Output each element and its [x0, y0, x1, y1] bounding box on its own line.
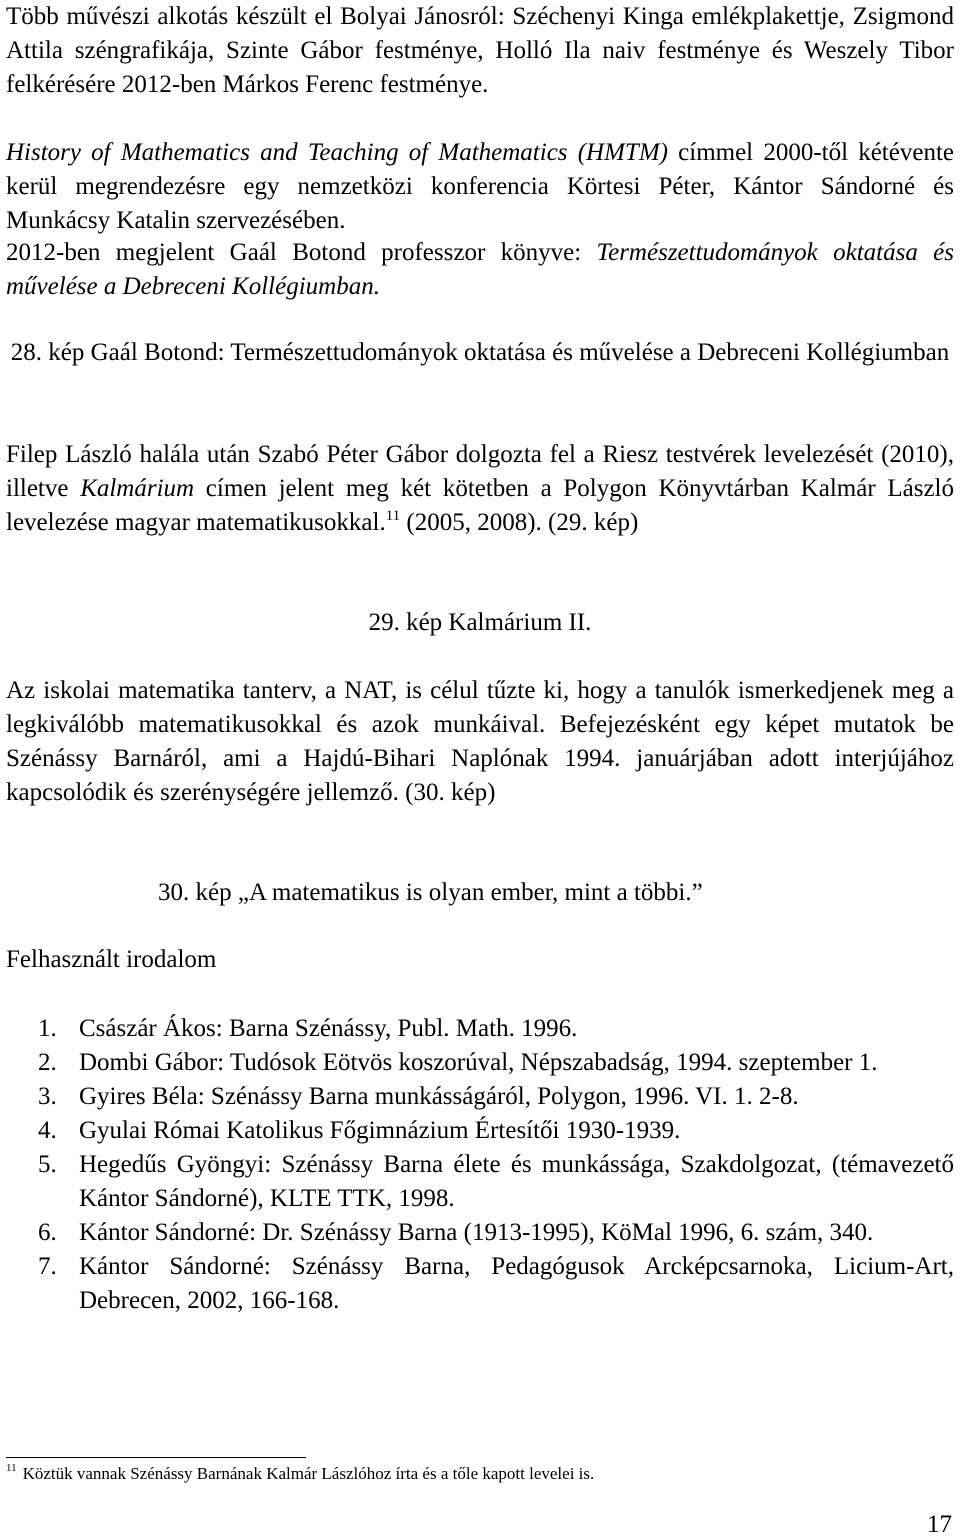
references-list — [6, 1012, 954, 1318]
reference-text: Dombi Gábor: Tudósok Eötvös koszorúval, Népszabadság, 1994. szeptember 1. — [79, 1049, 878, 1076]
reference-item — [6, 1114, 954, 1148]
book-intro: 2012-ben megjelent Gaál Botond professzor könyve: — [6, 239, 597, 266]
paragraph-curriculum: Az iskolai matematika tanterv, a NAT, is célul tűzte ki, hogy a tanulók ismerkedjenek meg a legkiválóbb matematikusokkal és azok munkáival. Befejezésként egy képet mutatok be Szénássy Barnáról, ami a Hajdú-Bihari Naplónak 1994. januárjában adott interjújához kapcsolódik és szerénységére jellemző. (30. kép) — [6, 677, 954, 806]
footnote-marker: 11 — [6, 1462, 17, 1474]
reference-text: Császár Ákos: Barna Szénássy, Publ. Math. 1996. — [79, 1015, 578, 1042]
reference-item — [6, 1148, 954, 1216]
paragraph-artworks: Több művészi alkotás készült el Bolyai Jánosról: Széchenyi Kinga emlékplakettje, Zsigmond Attila széngrafikája, Szinte Gábor festménye, Holló Ila naiv festménye és Weszely Tibor felkérésére 2012-ben Márkos Ferenc festménye. — [6, 3, 954, 98]
page-number: 17 — [927, 1511, 952, 1538]
reference-text: Kántor Sándorné: Dr. Szénássy Barna (1913-1995), KöMal 1996, 6. szám, 340. — [79, 1219, 874, 1246]
footnote — [6, 1463, 954, 1485]
reference-number: 5. — [38, 1151, 57, 1178]
correspondence-end: (2005, 2008). (29. kép) — [400, 509, 639, 536]
references-heading: Felhasznált irodalom — [6, 946, 217, 973]
reference-item — [6, 1250, 954, 1318]
reference-text: Kántor Sándorné: Szénássy Barna, Pedagógusok Arcképcsarnoka, Licium-Art, Debrecen, 2002, 166-168. — [79, 1253, 954, 1314]
reference-number: 7. — [38, 1253, 57, 1280]
reference-text: Gyulai Római Katolikus Főgimnázium Értesítői 1930-1939. — [79, 1117, 681, 1144]
reference-number: 3. — [38, 1083, 57, 1110]
reference-text: Hegedűs Gyöngyi: Szénássy Barna élete és munkássága, Szakdolgozat, (témavezető Kántor Sándorné), KLTE TTK, 1998. — [79, 1151, 954, 1212]
paragraph-book — [6, 236, 954, 304]
caption-figure-28: 28. kép Gaál Botond: Természettudományok oktatása és művelése a Debreceni Kollégiumban — [10, 339, 950, 366]
correspondence-intro: Filep László halála után Szabó Péter Gábor dolgozta fel a Riesz testvérek levelezését (2010), illetve — [6, 441, 954, 502]
reference-number: 6. — [38, 1219, 57, 1246]
footnote-divider — [6, 1457, 306, 1458]
paragraph-correspondence — [6, 438, 954, 540]
paragraph-hmtm — [6, 136, 954, 238]
hmtm-title: History of Mathematics and Teaching of Mathematics (HMTM) — [6, 139, 668, 166]
reference-number: 1. — [38, 1015, 57, 1042]
reference-text: Gyires Béla: Szénássy Barna munkásságáról, Polygon, 1996. VI. 1. 2-8. — [79, 1083, 799, 1110]
reference-number: 4. — [38, 1117, 57, 1144]
hmtm-text: címmel 2000-től kétévente kerül megrendezésre egy nemzetközi konferencia Körtesi Péter, Kántor Sándorné és Munkácsy Katalin szervezésében. — [6, 139, 954, 234]
reference-item — [6, 1216, 954, 1250]
caption-figure-30: 30. kép „A matematikus is olyan ember, mint a többi.” — [158, 879, 703, 906]
reference-item — [6, 1080, 954, 1114]
caption-figure-29: 29. kép Kalmárium II. — [368, 609, 592, 636]
book-title: Természettudományok oktatása és művelése a Debreceni Kollégiumban. — [6, 239, 954, 300]
reference-number: 2. — [38, 1049, 57, 1076]
correspondence-mid: címen jelent meg két kötetben a Polygon Könyvtárban Kalmár László levelezése magyar matematikusokkal. — [6, 475, 954, 536]
reference-item — [6, 1012, 954, 1046]
kalmarium-title: Kalmárium — [80, 475, 195, 502]
reference-item — [6, 1046, 954, 1080]
footnote-text: Köztük vannak Szénássy Barnának Kalmár Lászlóhoz írta és a tőle kapott levelei is. — [22, 1464, 595, 1483]
footnote-reference[interactable]: 11 — [385, 508, 401, 524]
